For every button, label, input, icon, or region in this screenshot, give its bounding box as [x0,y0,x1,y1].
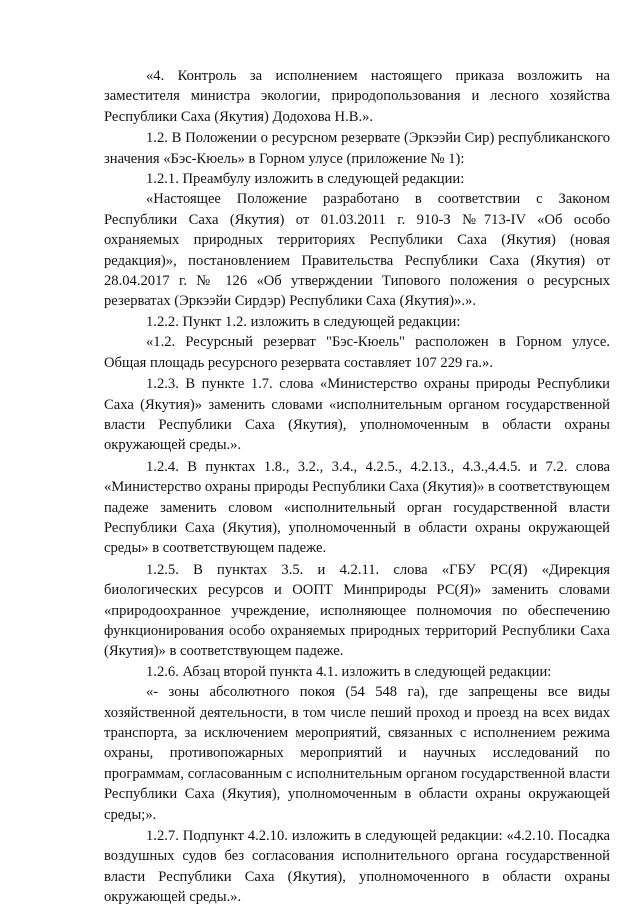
paragraph-1-2-7: 1.2.7. Подпункт 4.2.10. изложить в следующей редакции: «4.2.10. Посадка воздушных судов без согласования исполнительного органа государственной власти Республики Саха (Якутия), уполномоченного в области охраны окружающей среды.». [104,828,610,906]
paragraph-zone-text: «- зоны абсолютного покоя (54 548 га), где запрещены все виды хозяйственной деятельности, в том числе пеший проход и проезд на всех видах транспорта, за исключением мероприятий, связанных с исполнением режима охраны, противопожарных мероприятий и научных исследований по программам, согласованным с исполнительным органом государственной власти Республики Саха (Якутия), уполномоченным в области охраны окружающей среды;». [104,684,610,823]
paragraph-item-4-control: «4. Контроль за исполнением настоящего приказа возложить на заместителя министра экологии, природопользования и лесного хозяйства Республики Саха (Якутия) Додохова Н.В.». [104,68,610,125]
paragraph-1-2-5: 1.2.5. В пунктах 3.5. и 4.2.11. слова «ГБУ РС(Я) «Дирекция биологических ресурсов и ООПТ Минприроды РС(Я)» заменить словами «природоохранное учреждение, исполняющее полномочия по обеспечению функционирования особо охраняемых природных территорий Республики Саха (Якутия)» в соответствующем падеже. [104,561,610,660]
paragraph-1-2-4: 1.2.4. В пунктах 1.8., 3.2., 3.4., 4.2.5., 4.2.13., 4.3.,4.4.5. и 7.2. слова «Министерство охраны природы Республики Саха (Якутия)» в соответствующем падеже заменить словом «исполнительный орган государственной власти Республики Саха (Якутия), уполномоченный в области охраны окружающей среды» в соответствующем падеже. [104,458,610,557]
paragraph-1-2-2: 1.2.2. Пункт 1.2. изложить в следующей редакции: [146,313,461,330]
paragraph-preamble-text: «Настоящее Положение разработано в соответствии с Законом Республики Саха (Якутия) от 01.03.2011 г. 910-З №713-IV «Об особо охраняемых природных территориях Республики Саха (Якутия) (новая редакция)», постановлением Правительства Республики Саха (Якутия) от 28.04.2017 г. № 126 «Об утверждении Типового положения о ресурсных резерватах (Эркээйи Сирдэр) Республики Саха (Якутия)».». [104,191,610,310]
paragraph-1-2-6: 1.2.6. Абзац второй пункта 4.1. изложить в следующей редакции: [146,663,552,680]
paragraph-1-2-1: 1.2.1. Преамбулу изложить в следующей редакции: [146,171,465,188]
paragraph-1-2-3: 1.2.3. В пункте 1.7. слова «Министерство охраны природы Республики Саха (Якутия)» заменить словами «исполнительным органом государственной власти Республики Саха (Якутия), уполномоченным в области охраны окружающей среды.». [104,376,610,454]
paragraph-area-text: «1.2. Ресурсный резерват "Бэс-Кюель" расположен в Горном улусе. Общая площадь ресурсного резервата составляет 107 229 га.». [104,334,610,371]
paragraph-1-2: 1.2. В Положении о ресурсном резервате (Эркээйи Сир) республиканского значения «Бэс-Кюель» в Горном улусе (приложение № 1): [104,130,610,167]
